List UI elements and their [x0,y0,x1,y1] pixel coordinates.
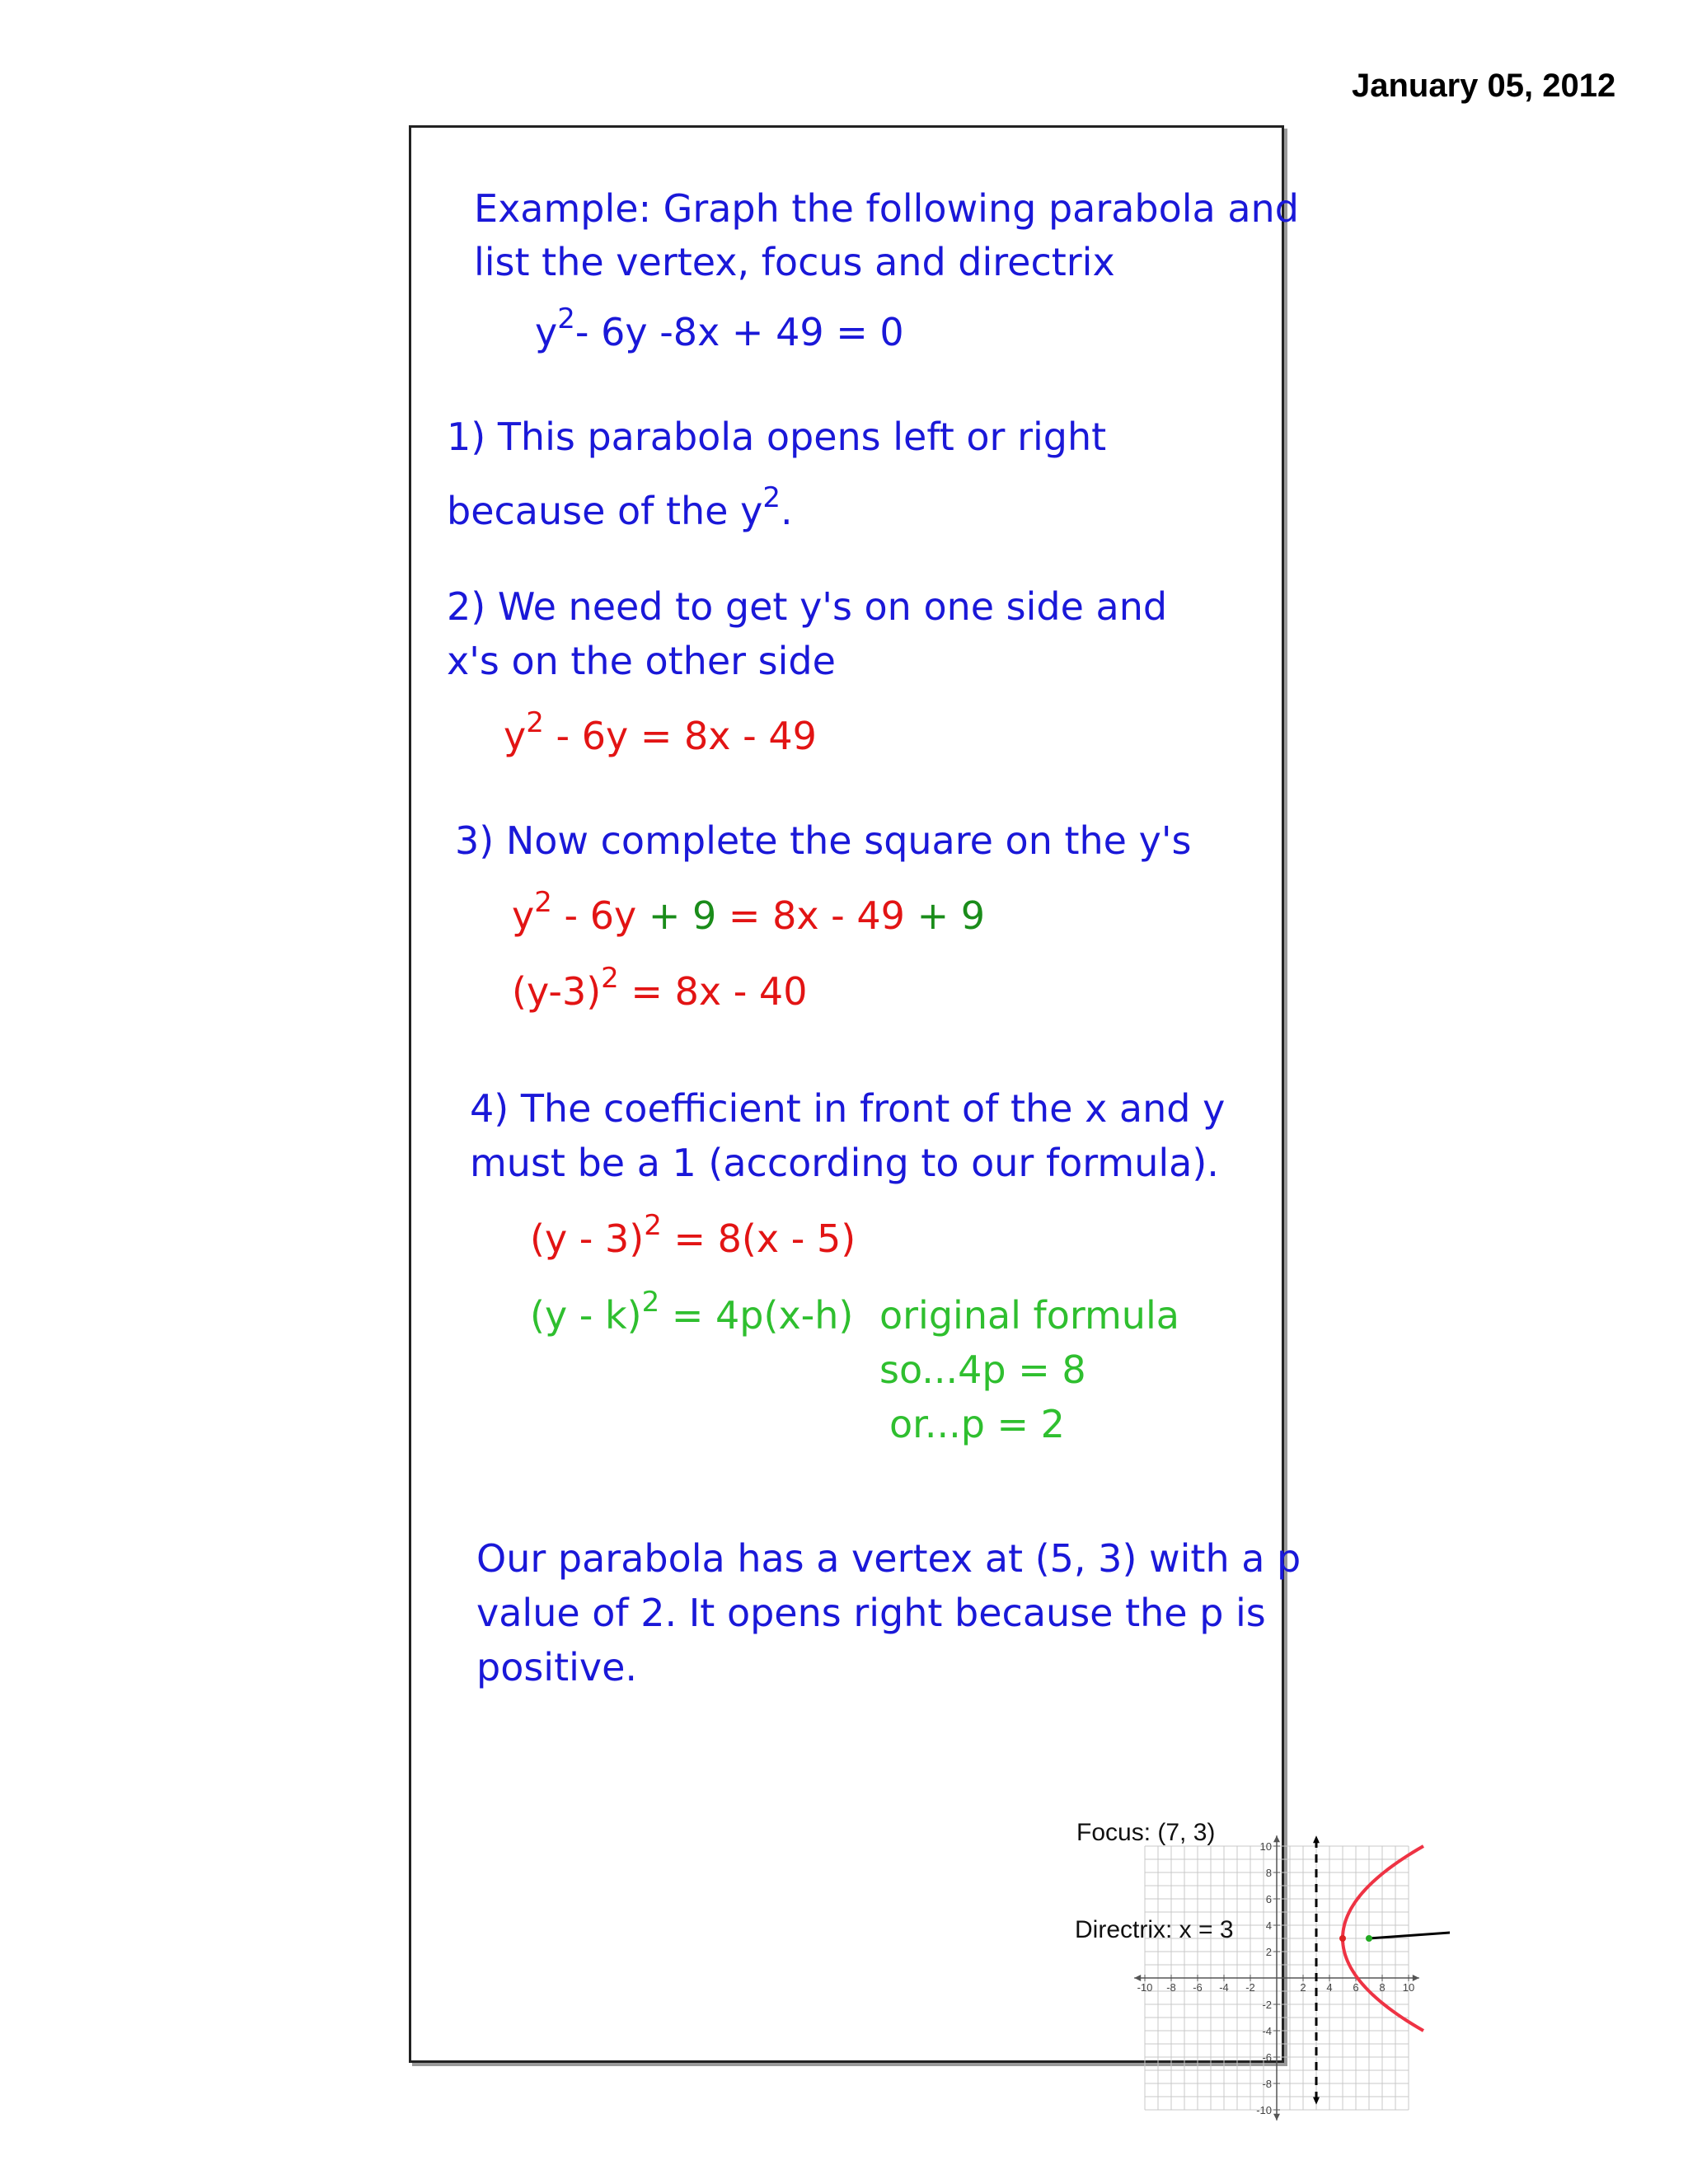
x-tick-label: -10 [1137,1981,1153,1994]
y-tick-label: -10 [1256,2104,1272,2116]
step3-equation-1: $y^2 - 6y + 9 = 8x - 49 + 9$ [512,886,985,938]
y-axis-arrow-up [1273,1835,1280,1842]
directrix-label: Directrix: x = 3 [1075,1916,1234,1943]
parabola-graph [1104,1830,1450,2143]
x-axis-arrow-right [1413,1975,1419,1981]
x-axis-arrow-left [1134,1975,1141,1981]
y-tick-label: -2 [1262,1999,1272,2011]
focus-label: Focus: (7, 3) [1076,1819,1216,1846]
focus-arrow [1369,1932,1450,1938]
step2-line-2: x's on the other side [447,639,836,683]
y-tick-label: -8 [1262,2078,1272,2090]
x-tick-label: 10 [1402,1981,1415,1994]
x-tick-label: 8 [1379,1981,1386,1994]
step4-line-2: must be a 1 (according to our formula). [470,1141,1219,1185]
vertex-point [1339,1935,1346,1942]
y-axis-arrow-down [1273,2114,1280,2121]
step1-line-2: because of the $y^2$. [447,481,793,533]
y-tick-label: 6 [1265,1893,1272,1905]
step3-equation-2: $(y-3)^2 = 8x - 40$ [512,962,808,1014]
directrix-arrow-top [1313,1835,1320,1843]
example-line-1: Example: Graph the following parabola and [474,186,1299,231]
focus-point [1366,1935,1372,1942]
formula-note: original formula [879,1293,1179,1338]
x-tick-label: 2 [1300,1981,1306,1994]
directrix-arrow-bottom [1313,2097,1320,2105]
x-tick-label: -6 [1193,1981,1203,1994]
step2-equation: $y^2 - 6y = 8x - 49$ [504,706,817,758]
conclusion-line-2: value of 2. It opens right because the p is [476,1591,1266,1635]
x-tick-label: -2 [1245,1981,1255,1994]
whiteboard-page [409,125,1415,2116]
step3-line-1: 3) Now complete the square on the y's [455,818,1192,863]
step4-line-1: 4) The coefficient in front of the x and y [470,1086,1226,1131]
step2-line-1: 2) We need to get y's on one side and [447,584,1168,629]
p-equation-2: or...p = 2 [889,1402,1065,1446]
page-date: January 05, 2012 [1352,68,1616,104]
x-tick-label: -8 [1166,1981,1176,1994]
conclusion-line-3: positive. [476,1645,638,1690]
y-tick-label: -4 [1262,2025,1272,2037]
x-tick-label: 4 [1326,1981,1333,1994]
y-tick-label: 8 [1265,1867,1272,1879]
x-tick-label: 6 [1353,1981,1359,1994]
step4-equation-2: (y - k)$^2$ = 4p(x-h) [530,1286,854,1338]
y-tick-label: 10 [1259,1840,1272,1853]
step1-line-1: 1) This parabola opens left or right [447,415,1107,459]
y-tick-label: 4 [1265,1919,1272,1932]
y-tick-label: -6 [1262,2051,1272,2064]
conclusion-line-1: Our parabola has a vertex at (5, 3) with a p [476,1536,1301,1581]
example-line-2: list the vertex, focus and directrix [474,240,1115,284]
x-tick-label: -4 [1219,1981,1229,1994]
step4-equation-1: (y - 3)$^2$ = 8(x - 5) [530,1209,856,1261]
example-equation: $y^2-$ 6y -8x + 49 = 0 [535,302,904,354]
y-tick-label: 2 [1265,1946,1272,1958]
p-equation-1: so...4p = 8 [879,1347,1086,1392]
